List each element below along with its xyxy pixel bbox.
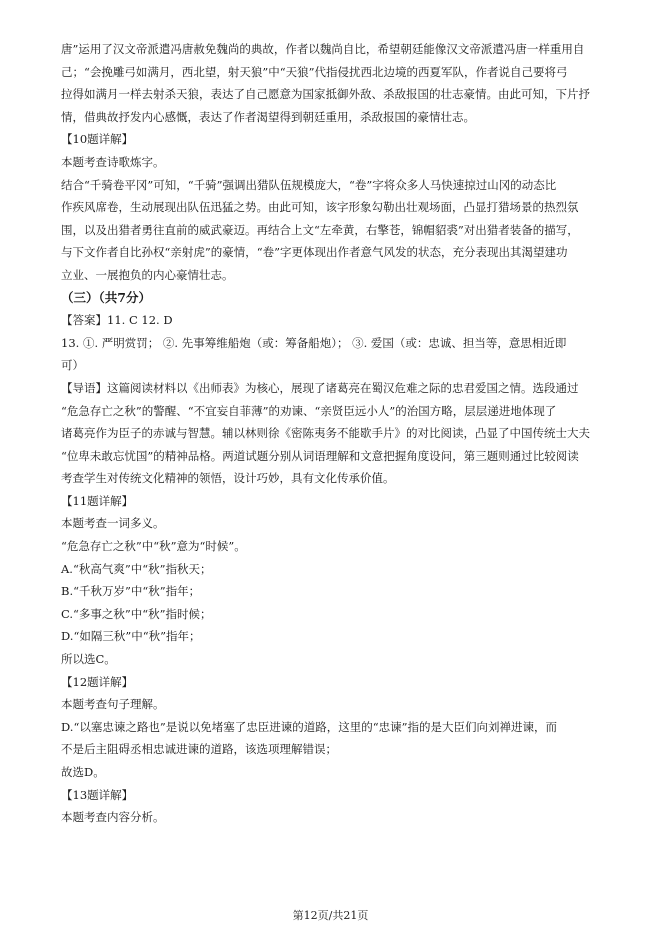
q10-analysis-paragraph-line-3: 围，以及出猎者勇往直前的威武豪迈。再结合上文“左牵黄，右擎苍，锦帽貂裘”对出猎者装备的描写， <box>61 222 579 237</box>
analysis-continued-paragraph-line-1: 唐”运用了汉文帝派遣冯唐赦免魏尚的典故，作者以魏尚自比，希望朝廷能像汉文帝派遣冯唐一样重用自 <box>61 42 585 56</box>
guide-paragraph-line-3: 诸葛亮作为臣子的赤诚与智慧。辅以林则徐《密陈夷务不能歇手片》的对比阅读，凸显了中国传统士大夫 <box>61 426 590 441</box>
guide-paragraph-line-4: “位卑未敢忘忧国”的精神品格。两道试题分别从词语理解和文意把握角度设问，第三题则通过比较阅读 <box>61 448 579 463</box>
q11-option-b: B.“千秋万岁”中“秋”指年； <box>61 584 201 599</box>
q12-conclusion: 故选D。 <box>61 765 105 779</box>
section-three-heading: （三）（共7分） <box>61 289 151 305</box>
q10-analysis-paragraph-line-1: 结合“千骑卷平冈”可知，“千骑”强调出猎队伍规模庞大，“卷”字将众多人马快速掠过山冈的动态比 <box>61 177 557 192</box>
q10-focus: 本题考查诗歌炼字。 <box>61 154 165 169</box>
document-body <box>61 38 603 829</box>
q10-analysis-paragraph-line-4: 与下文作者自比孙权“亲射虎”的豪情，“卷”字更体现出作者意气风发的状态，充分表现出其渴望建功 <box>61 245 568 260</box>
guide-paragraph-line-5: 考查学生对传统文化精神的领悟，设计巧妙，具有文化传承价值。 <box>61 471 395 486</box>
q11-heading: 【11题详解】 <box>61 493 134 508</box>
q12-analysis-line-1: D.“以塞忠谏之路也”是说以免堵塞了忠臣进谏的道路，这里的“忠谏”指的是大臣们向刘禅进谏，而 <box>61 719 557 734</box>
q10-heading: 【10题详解】 <box>61 132 134 147</box>
q13-heading: 【13题详解】 <box>61 787 134 802</box>
page-number: 第12页/共21页 <box>292 909 369 922</box>
guide-paragraph-line-2: “危急存亡之秋”的警醒、“不宜妄自菲薄”的劝谏、“亲贤臣远小人”的治国方略，层层递进地体现了 <box>61 403 557 418</box>
q13-focus: 本题考查内容分析。 <box>61 810 165 825</box>
analysis-continued-paragraph-line-2: 己；“会挽雕弓如满月，西北望，射天狼”中“天狼”代指侵扰西北边境的西夏军队，作者说自己要将弓 <box>61 64 568 79</box>
answer-13-line-2: 可） <box>61 358 84 373</box>
q11-option-a: A.“秋高气爽”中“秋”指秋天； <box>61 561 212 576</box>
q12-heading: 【12题详解】 <box>61 674 134 689</box>
guide-paragraph-line-1: 【导语】这篇阅读材料以《出师表》为核心，展现了诸葛亮在蜀汉危难之际的忠君爱国之情。选段通过 <box>61 380 579 395</box>
q11-conclusion: 所以选C。 <box>61 652 116 667</box>
q12-analysis-line-2: 不是后主阻碍丞相忠诚进谏的道路，该选项理解错误； <box>61 742 337 757</box>
q12-focus: 本题考查句子理解。 <box>61 697 165 712</box>
q11-stem: “危急存亡之秋”中“秋”意为“时候”。 <box>61 539 246 554</box>
analysis-continued-paragraph-line-4: 情，借典故抒发内心感慨，表达了作者渴望得到朝廷重用，杀敌报国的豪情壮志。 <box>61 109 475 124</box>
q10-analysis-paragraph-line-2: 作疾风席卷，生动展现出队伍迅猛之势。由此可知，该字形象勾勒出壮观场面，凸显打猎场景的热烈氛 <box>61 200 579 215</box>
answer-11-12: 【答案】11. C 12. D <box>61 313 173 328</box>
q11-focus: 本题考查一词多义。 <box>61 516 165 531</box>
answer-13-line-1: 13. ①. 严明赏罚； ②. 先事筹维船炮（或：筹备船炮）； ③. 爱国（或：忠诚、担当等，意思相近即 <box>61 335 567 350</box>
q11-option-c: C.“多事之秋”中“秋”指时候； <box>61 606 212 621</box>
q11-option-d: D.“如隔三秋”中“秋”指年； <box>61 629 201 644</box>
analysis-continued-paragraph-line-3: 拉得如满月一样去射杀天狼，表达了自己愿意为国家抵御外敌、杀敌报国的壮志豪情。由此可知，下片抒 <box>61 87 590 102</box>
q10-analysis-paragraph-line-5: 立业、一展抱负的内心豪情壮志。 <box>61 267 234 282</box>
